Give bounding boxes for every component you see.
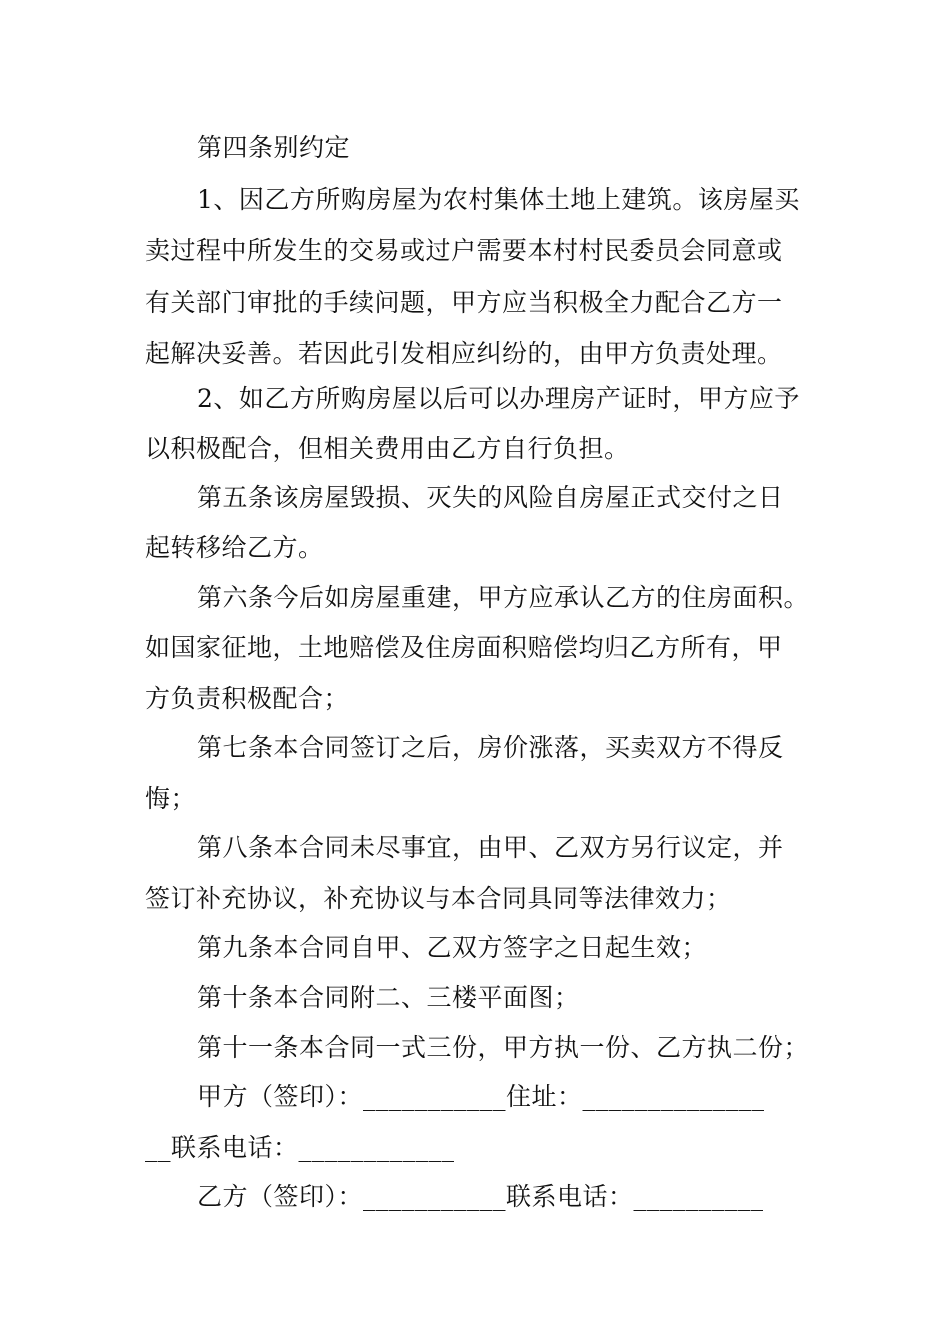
- clause-5-line-1: 第五条该房屋毁损、灭失的风险自房屋正式交付之日: [197, 483, 784, 512]
- clause-4-item-1-line-2: 卖过程中所发生的交易或过户需要本村村民委员会同意或: [145, 236, 783, 265]
- clause-10: 第十条本合同附二、三楼平面图；: [197, 983, 580, 1012]
- party-a-phone-line: __联系电话：____________: [145, 1133, 455, 1162]
- clause-6-line-1: 第六条今后如房屋重建，甲方应承认乙方的住房面积。: [197, 583, 810, 612]
- clause-4-item-2-line-1: 2、如乙方所购房屋以后可以办理房产证时，甲方应予: [197, 384, 800, 413]
- clause-4-item-2-line-2: 以积极配合，但相关费用由乙方自行负担。: [145, 434, 630, 463]
- clause-4-item-1-line-4: 起解决妥善。若因此引发相应纠纷的，由甲方负责处理。: [145, 339, 783, 368]
- clause-6-line-2: 如国家征地，土地赔偿及住房面积赔偿均归乙方所有，甲: [145, 633, 783, 662]
- clause-8-line-2: 签订补充协议，补充协议与本合同具同等法律效力；: [145, 884, 732, 913]
- party-a-signature-line: 甲方（签印）：___________住址：______________: [197, 1082, 765, 1111]
- clause-9: 第九条本合同自甲、乙双方签字之日起生效；: [197, 933, 708, 962]
- clause-7-line-2: 悔；: [145, 784, 197, 813]
- clause-4-item-1-line-1: 1、因乙方所购房屋为农村集体土地上建筑。该房屋买: [197, 185, 800, 214]
- clause-11: 第十一条本合同一式三份，甲方执一份、乙方执二份；: [197, 1033, 810, 1062]
- clause-6-line-3: 方负责积极配合；: [145, 684, 350, 713]
- clause-5-line-2: 起转移给乙方。: [145, 533, 324, 562]
- party-b-signature-line: 乙方（签印）：___________联系电话：__________: [197, 1182, 764, 1211]
- clause-7-line-1: 第七条本合同签订之后，房价涨落，买卖双方不得反: [197, 733, 784, 762]
- clause-8-line-1: 第八条本合同未尽事宜，由甲、乙双方另行议定，并: [197, 833, 784, 862]
- clause-4-heading: 第四条别约定: [197, 133, 351, 162]
- clause-4-item-1-line-3: 有关部门审批的手续问题，甲方应当积极全力配合乙方一: [145, 288, 783, 317]
